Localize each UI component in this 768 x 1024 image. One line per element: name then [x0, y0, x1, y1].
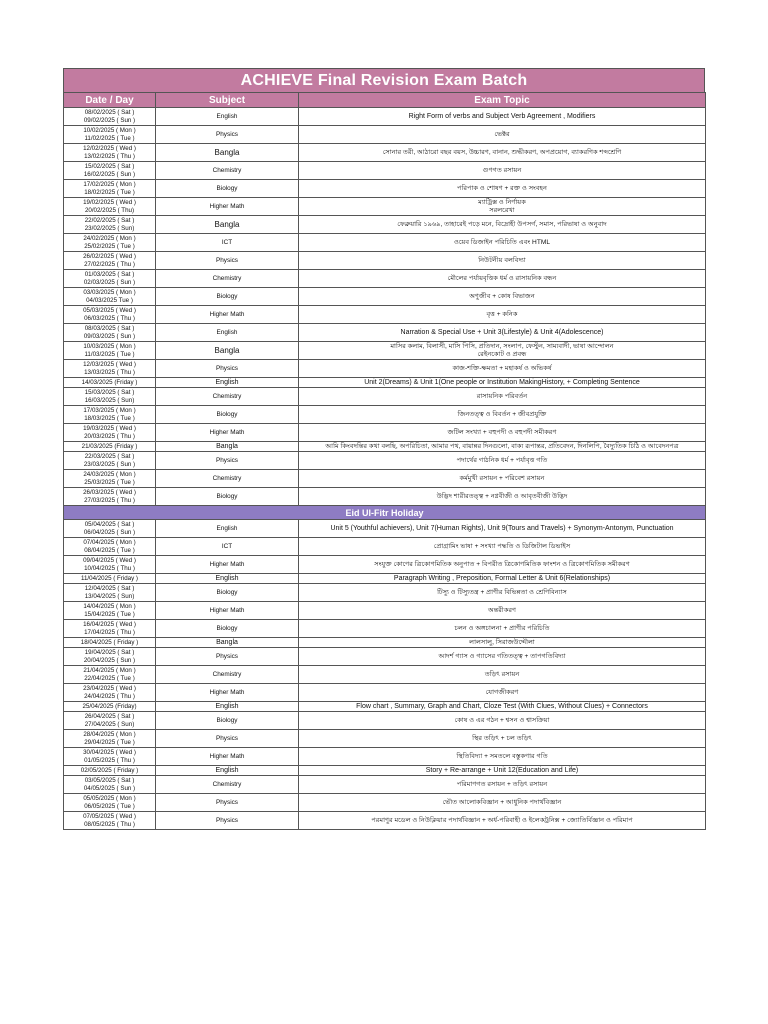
table-row: [64, 538, 706, 556]
subject-cell: English: [156, 108, 299, 126]
date-cell: [64, 288, 156, 306]
date-line: 28/04/2025 ( Mon ): [83, 730, 136, 738]
topic-cell: Paragraph Writing , Preposition, Formal Letter & Unit 6(Relationships): [299, 574, 706, 584]
table-row: [64, 766, 706, 776]
table-row: [64, 794, 706, 812]
date-cell: [64, 452, 156, 470]
subject-cell: Bangla: [156, 144, 299, 162]
date-line: 27/02/2025 ( Thu ): [84, 260, 135, 268]
topic-line: সরলরেখা: [489, 206, 515, 214]
date-line: 30/04/2025 ( Wed ): [83, 748, 136, 756]
date-cell: [64, 488, 156, 506]
table-row: [64, 648, 706, 666]
topic-cell: ভেক্টর: [299, 126, 706, 144]
date-cell: [64, 520, 156, 538]
subject-cell: Biology: [156, 584, 299, 602]
date-line: 21/04/2025 ( Mon ): [83, 666, 136, 674]
subject-cell: Chemistry: [156, 470, 299, 488]
topic-cell: স্থিতিবিদ্যা + সমতলে বস্তুকণার গতি: [299, 748, 706, 766]
date-cell: [64, 702, 156, 712]
date-line: 12/03/2025 ( Wed ): [83, 360, 136, 368]
date-line: 14/04/2025 ( Mon ): [83, 602, 136, 610]
topic-line: রেইনকোট ও প্রবন্ধ: [477, 350, 527, 358]
date-cell: [64, 794, 156, 812]
table-row: [64, 144, 706, 162]
date-line: 08/05/2025 ( Thu ): [84, 820, 135, 828]
date-cell: [64, 776, 156, 794]
date-line: 18/02/2025 ( Tue ): [84, 188, 135, 196]
topic-cell: টিস্যু ও টিস্যুতন্ত্র + প্রাণীর বিভিন্নতা ও শ্রেণিবিন্যাস: [299, 584, 706, 602]
date-line: 18/03/2025 ( Tue ): [84, 414, 135, 422]
date-line: 08/03/2025 ( Sat ): [84, 324, 135, 332]
table-row: [64, 638, 706, 648]
date-line: 06/05/2025 ( Tue ): [84, 802, 135, 810]
date-line: 14/03/2025 (Friday ): [81, 378, 138, 386]
topic-cell: গুণগত রসায়ন: [299, 162, 706, 180]
topic-cell: আদর্শ গ্যাস ও গ্যাসের গতিতত্ত্ব + তাপগতিবিদ্যা: [299, 648, 706, 666]
date-line: 19/02/2025 ( Wed ): [83, 198, 136, 206]
date-line: 01/05/2025 ( Thu ): [84, 756, 135, 764]
table-row: [64, 730, 706, 748]
date-line: 02/05/2025 ( Friday ): [80, 766, 139, 774]
date-cell: [64, 712, 156, 730]
date-line: 23/03/2025 ( Sun ): [83, 460, 136, 468]
table-row: [64, 812, 706, 830]
date-line: 10/03/2025 ( Mon ): [83, 342, 136, 350]
date-line: 09/02/2025 ( Sun ): [83, 116, 136, 124]
date-line: 03/03/2025 ( Mon ): [83, 288, 136, 296]
table-row: [64, 620, 706, 638]
table-row: [64, 776, 706, 794]
subject-cell: English: [156, 378, 299, 388]
date-line: 09/03/2025 ( Sun ): [83, 332, 136, 340]
table-row: [64, 324, 706, 342]
date-line: 19/03/2025 ( Wed ): [83, 424, 136, 432]
table-row: [64, 108, 706, 126]
topic-cell: ভৌত আলোকবিজ্ঞান + আধুনিক পদার্থবিজ্ঞান: [299, 794, 706, 812]
table-row: [64, 288, 706, 306]
table-row: [64, 126, 706, 144]
table-row: [64, 470, 706, 488]
subject-cell: Chemistry: [156, 666, 299, 684]
subject-cell: Biology: [156, 712, 299, 730]
date-cell: [64, 556, 156, 574]
date-line: 25/04/2025 (Friday): [82, 702, 137, 710]
date-line: 25/02/2025 ( Tue ): [84, 242, 135, 250]
date-cell: [64, 144, 156, 162]
date-cell: [64, 388, 156, 406]
date-cell: [64, 270, 156, 288]
date-cell: [64, 360, 156, 378]
subject-cell: Higher Math: [156, 198, 299, 216]
date-cell: [64, 748, 156, 766]
subject-cell: Physics: [156, 452, 299, 470]
date-line: 23/02/2025 ( Sun): [84, 224, 135, 232]
topic-cell: রাসায়নিক পরিবর্তন: [299, 388, 706, 406]
date-line: 08/04/2025 ( Tue ): [84, 546, 135, 554]
date-line: 13/02/2025 ( Thu ): [84, 152, 135, 160]
date-line: 19/04/2025 ( Sat ): [84, 648, 135, 656]
date-line: 22/03/2025 ( Sat ): [84, 452, 135, 460]
table-row: [64, 602, 706, 620]
subject-cell: English: [156, 520, 299, 538]
date-line: 07/04/2025 ( Mon ): [83, 538, 136, 546]
topic-cell: উদ্ভিদ শারীরতত্ত্ব + নগ্নবীজী ও আবৃতবীজী উদ্ভিদ: [299, 488, 706, 506]
table-row: [64, 442, 706, 452]
table-row: [64, 702, 706, 712]
table-row: [64, 198, 706, 216]
date-cell: [64, 812, 156, 830]
header-topic: Exam Topic: [299, 93, 706, 108]
date-line: 17/04/2025 ( Thu ): [84, 628, 135, 636]
table-row: [64, 216, 706, 234]
holiday-label: Eid Ul-Fitr Holiday: [64, 506, 706, 520]
date-line: 16/03/2025 ( Sun): [84, 396, 135, 404]
subject-cell: Higher Math: [156, 306, 299, 324]
date-line: 20/02/2025 ( Thu): [84, 206, 135, 214]
date-line: 04/03/2025 Tue ): [86, 296, 133, 304]
table-row: [64, 406, 706, 424]
date-cell: [64, 648, 156, 666]
subject-cell: Biology: [156, 180, 299, 198]
date-line: 16/02/2025 ( Sun ): [83, 170, 136, 178]
topic-cell: কর্মমুখী রসায়ন + পরিবেশ রসায়ন: [299, 470, 706, 488]
subject-cell: Higher Math: [156, 748, 299, 766]
topic-cell: Narration & Special Use + Unit 3(Lifestyle) & Unit 4(Adolescence): [299, 324, 706, 342]
date-line: 21/03/2025 (Friday ): [81, 442, 138, 450]
subject-cell: Higher Math: [156, 602, 299, 620]
topic-cell: Flow chart , Summary, Graph and Chart, Cloze Test (With Clues, Without Clues) + Connectors: [299, 702, 706, 712]
date-cell: [64, 216, 156, 234]
topic-cell: Right Form of verbs and Subject Verb Agreement , Modifiers: [299, 108, 706, 126]
date-cell: [64, 126, 156, 144]
date-cell: [64, 306, 156, 324]
table-row: [64, 584, 706, 602]
date-line: 23/04/2025 ( Wed ): [83, 684, 136, 692]
date-line: 18/04/2025 ( Friday ): [80, 638, 139, 646]
date-cell: [64, 666, 156, 684]
topic-cell: বৃত্ত + কনিক: [299, 306, 706, 324]
date-cell: [64, 684, 156, 702]
table-row: [64, 360, 706, 378]
subject-cell: Higher Math: [156, 684, 299, 702]
date-line: 02/03/2025 ( Sun ): [83, 278, 136, 286]
topic-cell: তড়িৎ রসায়ন: [299, 666, 706, 684]
date-line: 13/03/2025 ( Thu ): [84, 368, 135, 376]
table-row: [64, 162, 706, 180]
date-cell: [64, 730, 156, 748]
topic-line: ম্যাট্রিক্স ও নির্ণায়ক: [478, 199, 526, 206]
date-line: 12/02/2025 ( Wed ): [83, 144, 136, 152]
date-line: 01/03/2025 ( Sat ): [84, 270, 135, 278]
topic-cell: যোগজীকরণ: [299, 684, 706, 702]
date-cell: [64, 602, 156, 620]
topic-cell: কাজ-শক্তি-ক্ষমতা + মহাকর্ষ ও অভিকর্ষ: [299, 360, 706, 378]
table-row: [64, 342, 706, 360]
date-cell: [64, 584, 156, 602]
date-line: 12/04/2025 ( Sat ): [84, 584, 135, 592]
topic-cell: লালসালু, সিরাজউদ্দৌলা: [299, 638, 706, 648]
topic-line: মাসির কলাম, বিলাসী, মাসি পিসি, প্রতিদান, সংলাপ, ফেস্টুন, সাম্যবাদী, ভাষা আন্দোলন: [390, 343, 614, 350]
subject-cell: Chemistry: [156, 776, 299, 794]
table-row: [64, 388, 706, 406]
topic-cell: জিনতত্ত্ব ও বিবর্তন + জীবপ্রযুক্তি: [299, 406, 706, 424]
date-line: 15/02/2025 ( Sat ): [84, 162, 135, 170]
date-cell: [64, 342, 156, 360]
subject-cell: Bangla: [156, 442, 299, 452]
date-cell: [64, 198, 156, 216]
date-cell: [64, 442, 156, 452]
date-line: 17/03/2025 ( Mon ): [83, 406, 136, 414]
date-line: 10/02/2025 ( Mon ): [83, 126, 136, 134]
date-cell: [64, 162, 156, 180]
subject-cell: Biology: [156, 406, 299, 424]
subject-cell: Physics: [156, 360, 299, 378]
header-date: Date / Day: [64, 93, 156, 108]
topic-cell: কোষ ও এর গঠন + শ্বসন ও শ্বাসক্রিয়া: [299, 712, 706, 730]
table-row: [64, 556, 706, 574]
date-cell: [64, 538, 156, 556]
subject-cell: Physics: [156, 252, 299, 270]
date-cell: [64, 252, 156, 270]
table-row: [64, 666, 706, 684]
date-line: 05/05/2025 ( Mon ): [83, 794, 136, 802]
table-row: [64, 452, 706, 470]
subject-cell: Higher Math: [156, 424, 299, 442]
subject-cell: Biology: [156, 488, 299, 506]
table-row: [64, 712, 706, 730]
subject-cell: Bangla: [156, 638, 299, 648]
subject-cell: English: [156, 702, 299, 712]
subject-cell: Chemistry: [156, 388, 299, 406]
subject-cell: ICT: [156, 234, 299, 252]
table-row: [64, 684, 706, 702]
subject-cell: English: [156, 324, 299, 342]
date-cell: [64, 424, 156, 442]
date-cell: [64, 234, 156, 252]
topic-cell: [299, 198, 706, 216]
holiday-row: [64, 506, 706, 520]
topic-cell: [299, 342, 706, 360]
schedule-table: [63, 92, 706, 830]
date-line: 29/04/2025 ( Tue ): [84, 738, 135, 746]
topic-cell: মৌলের পর্যায়বৃত্তিক ধর্ম ও রাসায়নিক বন্ধন: [299, 270, 706, 288]
topic-cell: জটিল সংখ্যা + বহুপদী ও বহুপদী সমীকরণ: [299, 424, 706, 442]
topic-cell: পরিমাণগত রসায়ন + তড়িৎ রসায়ন: [299, 776, 706, 794]
date-cell: [64, 638, 156, 648]
date-line: 20/04/2025 ( Sun ): [83, 656, 136, 664]
date-line: 17/02/2025 ( Mon ): [83, 180, 136, 188]
date-line: 24/02/2025 ( Mon ): [83, 234, 136, 242]
topic-cell: স্থির তড়িৎ + চল তড়িৎ: [299, 730, 706, 748]
date-cell: [64, 574, 156, 584]
subject-cell: Bangla: [156, 216, 299, 234]
topic-cell: Unit 5 (Youthful achievers), Unit 7(Human Rights), Unit 9(Tours and Travels) + Synonym-Antonym, Punctuation: [299, 520, 706, 538]
date-cell: [64, 324, 156, 342]
topic-cell: ফেব্রুয়ারি ১৯৬৯, তাহারেই পড়ে মনে, বিদ্রোহী উপসর্গ, সমাস, পরিভাষা ও অনুবাদ: [299, 216, 706, 234]
date-cell: [64, 470, 156, 488]
subject-cell: Biology: [156, 288, 299, 306]
subject-cell: Physics: [156, 794, 299, 812]
table-header-row: [64, 93, 706, 108]
date-line: 05/04/2025 ( Sat ): [84, 520, 135, 528]
date-line: 05/03/2025 ( Wed ): [83, 306, 136, 314]
table-row: [64, 748, 706, 766]
subject-cell: English: [156, 766, 299, 776]
date-line: 11/04/2025 ( Friday ): [81, 574, 138, 582]
date-line: 07/05/2025 ( Wed ): [83, 812, 136, 820]
table-row: [64, 574, 706, 584]
date-cell: [64, 180, 156, 198]
date-line: 03/05/2025 ( Sat ): [84, 776, 135, 784]
date-line: 10/04/2025 ( Thu ): [84, 564, 135, 572]
subject-cell: English: [156, 574, 299, 584]
topic-cell: আমি কিংবদন্তির কথা বলছি, অপরিচিতা, আমার পথ, বায়ান্নর দিনগুলো, বাক্য রূপান্তর, প্রতিবেদন, দিনলিপি, বৈদ্যুতিক চিঠি ও আবেদনপত্র: [299, 442, 706, 452]
table-row: [64, 252, 706, 270]
subject-cell: Biology: [156, 620, 299, 638]
topic-cell: পদার্থের গাঠনিক ধর্ম + পর্যাবৃত্ত গতি: [299, 452, 706, 470]
date-cell: [64, 108, 156, 126]
table-row: [64, 520, 706, 538]
schedule-sheet: [63, 68, 705, 830]
date-line: 08/02/2025 ( Sat ): [84, 108, 135, 116]
date-line: 06/03/2025 ( Thu ): [84, 314, 135, 322]
topic-cell: প্রোগ্রামিং ভাষা + সংখ্যা পদ্ধতি ও ডিজিটাল ডিভাইস: [299, 538, 706, 556]
topic-cell: Story + Re-arrange + Unit 12(Education and Life): [299, 766, 706, 776]
subject-cell: Physics: [156, 730, 299, 748]
topic-cell: সংযুক্ত কোণের ত্রিকোণমিতিক অনুপাত + বিপরীত ত্রিকোণমিতিক ফাংশন ও ত্রিকোণমিতিক সমীকরণ: [299, 556, 706, 574]
date-line: 25/03/2025 ( Tue ): [84, 478, 135, 486]
date-line: 11/02/2025 ( Tue ): [84, 134, 135, 142]
date-line: 27/04/2025 ( Sun): [84, 720, 135, 728]
subject-cell: Higher Math: [156, 556, 299, 574]
page-title: ACHIEVE Final Revision Exam Batch: [63, 68, 705, 92]
date-line: 15/03/2025 ( Sat ): [84, 388, 135, 396]
date-line: 22/04/2025 ( Tue ): [84, 674, 135, 682]
table-row: [64, 270, 706, 288]
topic-cell: চলন ও অঙ্গচালনা + প্রাণীর পরিচিতি: [299, 620, 706, 638]
topic-cell: অণুজীব + কোষ বিভাজন: [299, 288, 706, 306]
topic-cell: পরমাণুর মডেল ও নিউক্লিয়ার পদার্থবিজ্ঞান + অর্ধ-পরিবাহী ও ইলেকট্রনিক্স + জ্যোতির্বিজ্ঞান ও পরিমাপ: [299, 812, 706, 830]
topic-cell: নিউটনীয় বলবিদ্যা: [299, 252, 706, 270]
subject-cell: Physics: [156, 126, 299, 144]
table-row: [64, 488, 706, 506]
date-cell: [64, 620, 156, 638]
header-subject: Subject: [156, 93, 299, 108]
date-cell: [64, 378, 156, 388]
date-line: 24/04/2025 ( Thu ): [84, 692, 135, 700]
table-row: [64, 180, 706, 198]
date-line: 26/04/2025 ( Sat ): [84, 712, 135, 720]
date-line: 26/03/2025 ( Wed ): [83, 488, 136, 496]
table-row: [64, 378, 706, 388]
date-line: 22/02/2025 ( Sat ): [84, 216, 135, 224]
table-row: [64, 424, 706, 442]
date-cell: [64, 766, 156, 776]
date-line: 09/04/2025 ( Wed ): [83, 556, 136, 564]
subject-cell: Chemistry: [156, 162, 299, 180]
topic-cell: অন্তরীকরণ: [299, 602, 706, 620]
subject-cell: Physics: [156, 648, 299, 666]
date-line: 16/04/2025 ( Wed ): [83, 620, 136, 628]
date-line: 11/03/2025 ( Tue ): [84, 350, 135, 358]
date-line: 13/04/2025 ( Sun): [84, 592, 135, 600]
date-cell: [64, 406, 156, 424]
date-line: 27/03/2025 ( Thu ): [84, 496, 135, 504]
subject-cell: Bangla: [156, 342, 299, 360]
date-line: 15/04/2025 ( Tue ): [84, 610, 135, 618]
date-line: 20/03/2025 ( Thu ): [84, 432, 135, 440]
date-line: 04/05/2025 ( Sun ): [83, 784, 136, 792]
topic-cell: সোনার তরী, আঠারো বছর বয়স, উচ্চারণ, বানান, শুদ্ধীকরণ, অপপ্রয়োগ, ব্যাকরণিক শব্দশ্রেণি: [299, 144, 706, 162]
topic-cell: পরিপাক ও শোষণ + রক্ত ও সংবহন: [299, 180, 706, 198]
topic-cell: ওয়েব ডিজাইন পরিচিতি এবং HTML: [299, 234, 706, 252]
table-row: [64, 234, 706, 252]
subject-cell: Physics: [156, 812, 299, 830]
table-body: [64, 108, 706, 830]
subject-cell: Chemistry: [156, 270, 299, 288]
topic-cell: Unit 2(Dreams) & Unit 1(One people or Institution MakingHistory, + Completing Sentence: [299, 378, 706, 388]
subject-cell: ICT: [156, 538, 299, 556]
date-line: 26/02/2025 ( Wed ): [83, 252, 136, 260]
date-line: 24/03/2025 ( Mon ): [83, 470, 136, 478]
table-row: [64, 306, 706, 324]
date-line: 06/04/2025 ( Sun ): [83, 528, 136, 536]
